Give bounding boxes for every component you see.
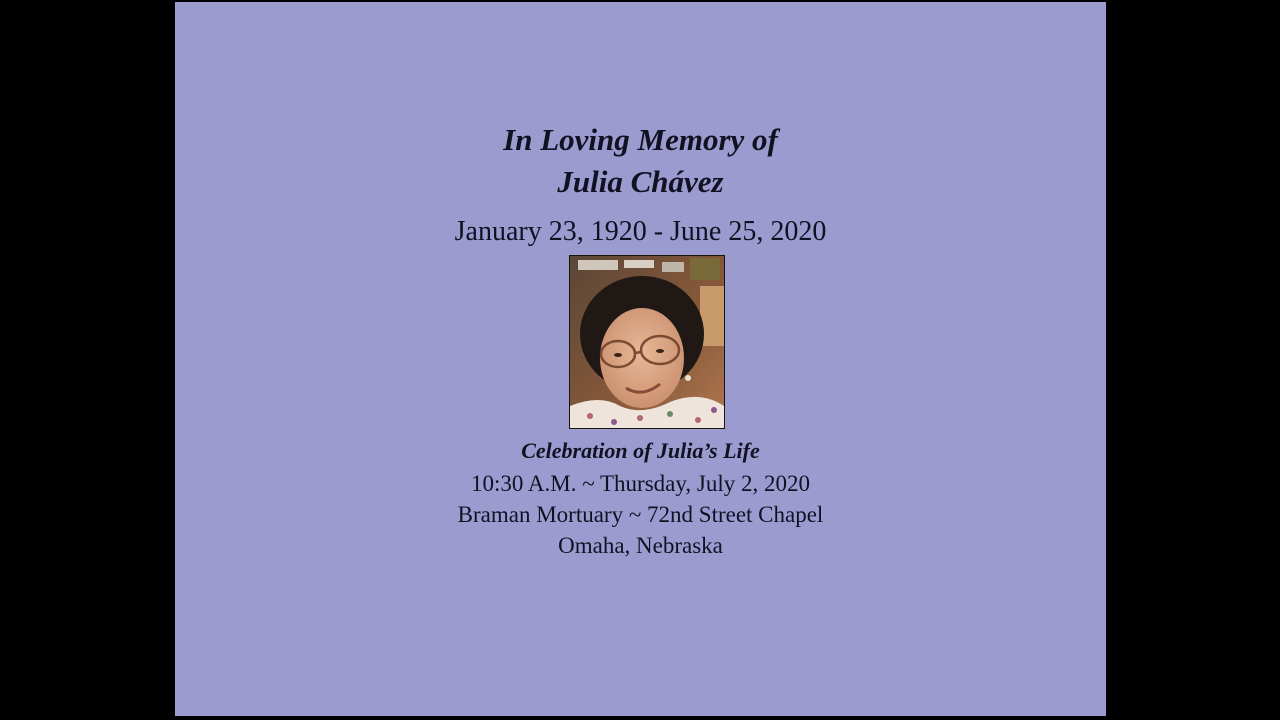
celebration-title: Celebration of Julia’s Life [521,438,760,463]
letterbox-left [0,0,175,720]
service-time: 10:30 A.M. ~ Thursday, July 2, 2020 [471,471,810,496]
service-city: Omaha, Nebraska [558,533,723,558]
life-dates: January 23, 1920 - June 25, 2020 [454,216,827,247]
portrait-photo [569,255,725,429]
memorial-slide [175,2,1106,716]
service-location: Braman Mortuary ~ 72nd Street Chapel [457,502,824,527]
heading-in-loving-memory: In Loving Memory of [503,122,778,157]
letterbox-right [1106,0,1280,720]
portrait-photo-icon [570,256,724,428]
heading-name: Julia Chávez [557,164,724,199]
